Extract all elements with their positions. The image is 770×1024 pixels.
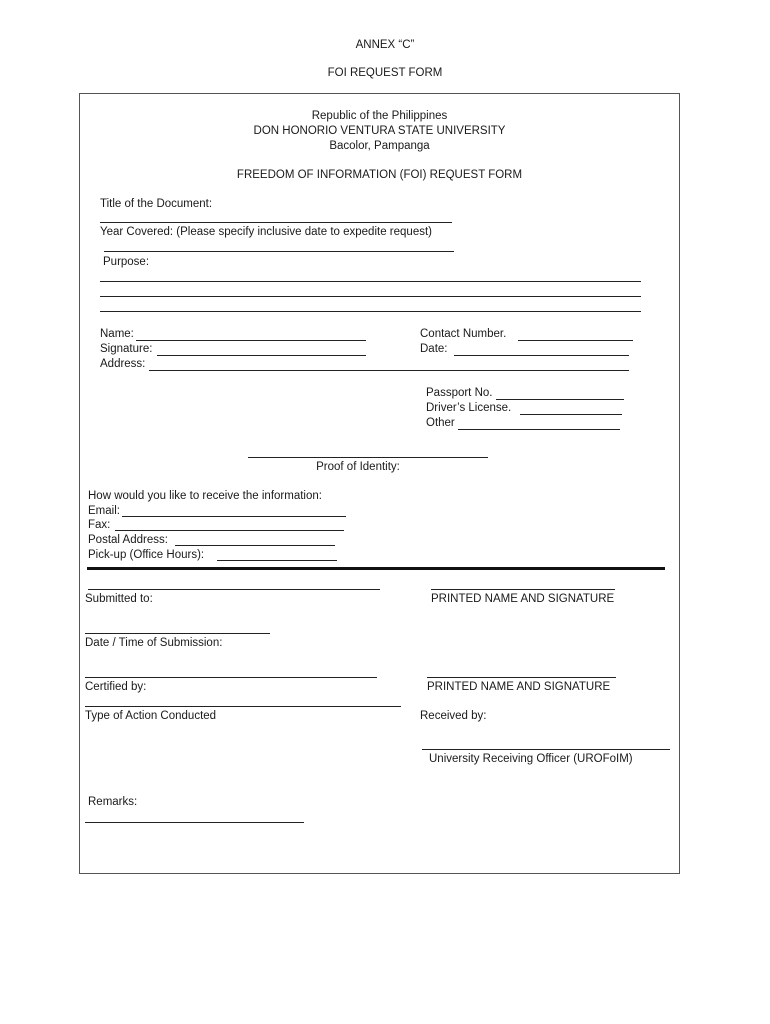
purpose-line-1[interactable]: [100, 281, 641, 282]
printed-name-line-2[interactable]: [427, 677, 616, 678]
proof-of-identity-line[interactable]: [248, 457, 488, 458]
receiving-officer-label: University Receiving Officer (UROFoIM): [429, 753, 633, 765]
date-time-submission-line[interactable]: [85, 633, 270, 634]
republic-heading: Republic of the Philippines: [311, 110, 448, 122]
section-separator: [87, 567, 665, 570]
printed-name-label-1: PRINTED NAME AND SIGNATURE: [431, 593, 615, 605]
submitted-to-label: Submitted to:: [85, 593, 153, 605]
contact-number-line[interactable]: [518, 340, 633, 341]
pickup-label: Pick-up (Office Hours):: [88, 549, 205, 561]
certified-by-line[interactable]: [85, 677, 377, 678]
type-of-action-label: Type of Action Conducted: [85, 710, 217, 722]
certified-by-label: Certified by:: [85, 681, 147, 693]
date-line[interactable]: [454, 355, 629, 356]
title-of-document-line[interactable]: [100, 222, 452, 223]
drivers-license-label: Driver’s License.: [426, 402, 512, 414]
contact-number-label: Contact Number.: [420, 328, 507, 340]
printed-name-label-2: PRINTED NAME AND SIGNATURE: [427, 681, 611, 693]
email-label: Email:: [88, 505, 120, 517]
signature-line[interactable]: [157, 355, 366, 356]
purpose-label: Purpose:: [103, 256, 150, 268]
passport-line[interactable]: [496, 399, 624, 400]
name-label: Name:: [100, 328, 134, 340]
proof-of-identity-label: Proof of Identity:: [316, 461, 400, 473]
form-title: FOI REQUEST FORM: [327, 67, 443, 79]
passport-label: Passport No.: [426, 387, 493, 399]
signature-label: Signature:: [100, 343, 153, 355]
type-of-action-line[interactable]: [85, 706, 401, 707]
other-id-line[interactable]: [458, 429, 620, 430]
delivery-question: How would you like to receive the information:: [88, 490, 322, 502]
university-heading: DON HONORIO VENTURA STATE UNIVERSITY: [253, 125, 506, 137]
title-of-document-label: Title of the Document:: [100, 198, 213, 210]
foi-form-heading: FREEDOM OF INFORMATION (FOI) REQUEST FORM: [236, 169, 523, 181]
year-covered-line[interactable]: [104, 251, 454, 252]
remarks-line[interactable]: [85, 822, 304, 823]
purpose-line-3[interactable]: [100, 311, 641, 312]
postal-address-label: Postal Address:: [88, 534, 168, 546]
fax-label: Fax:: [88, 519, 111, 531]
other-id-label: Other: [426, 417, 455, 429]
address-label: Address:: [100, 358, 146, 370]
annex-label: ANNEX “C”: [355, 39, 415, 51]
date-label: Date:: [420, 343, 448, 355]
printed-name-line-1[interactable]: [431, 589, 615, 590]
drivers-license-line[interactable]: [520, 414, 622, 415]
email-line[interactable]: [122, 516, 346, 517]
purpose-line-2[interactable]: [100, 296, 641, 297]
pickup-line[interactable]: [217, 560, 337, 561]
submitted-to-line[interactable]: [88, 589, 380, 590]
postal-address-line[interactable]: [175, 545, 335, 546]
address-line[interactable]: [149, 370, 629, 371]
remarks-label: Remarks:: [88, 796, 138, 808]
receiving-officer-line[interactable]: [422, 749, 670, 750]
date-time-submission-label: Date / Time of Submission:: [85, 637, 223, 649]
name-line[interactable]: [136, 340, 366, 341]
year-covered-label: Year Covered: (Please specify inclusive date to expedite request): [100, 226, 432, 238]
fax-line[interactable]: [115, 530, 344, 531]
location-heading: Bacolor, Pampanga: [329, 140, 430, 152]
received-by-label: Received by:: [420, 710, 487, 722]
